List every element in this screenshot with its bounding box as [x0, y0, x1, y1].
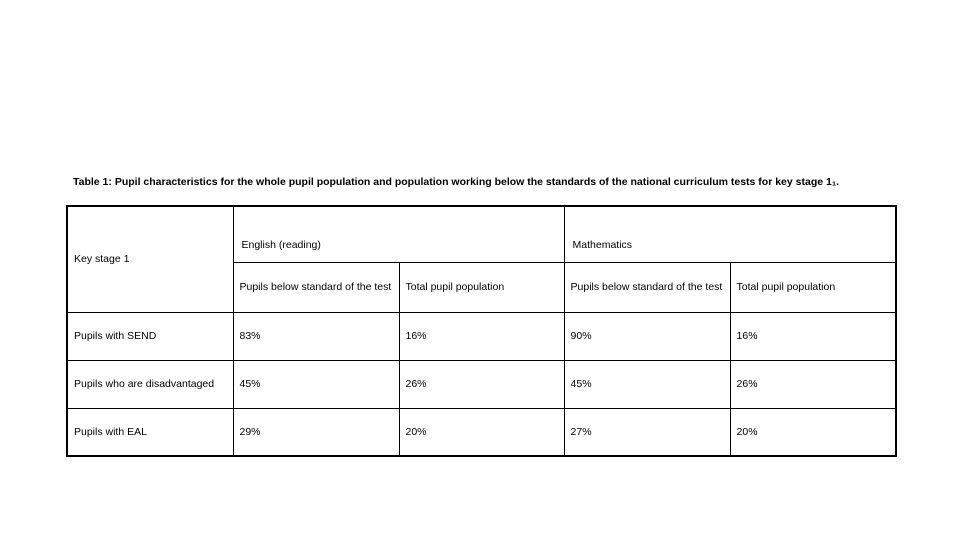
table-cell: 83%	[233, 312, 399, 360]
table-cell: 45%	[233, 360, 399, 408]
subheader-english-total-population: Total pupil population	[399, 262, 564, 312]
table-cell: 26%	[730, 360, 896, 408]
subheader-english-below-standard: Pupils below standard of the test	[233, 262, 399, 312]
table-cell: 29%	[233, 408, 399, 456]
group-header-english: English (reading)	[233, 206, 564, 262]
table-row	[67, 312, 896, 360]
subheader-maths-below-standard: Pupils below standard of the test	[564, 262, 730, 312]
table-cell: 16%	[399, 312, 564, 360]
table-cell: 45%	[564, 360, 730, 408]
group-header-mathematics: Mathematics	[564, 206, 896, 262]
table-row	[67, 408, 896, 456]
table-header-row	[67, 206, 896, 262]
row-label: Pupils who are disadvantaged	[67, 360, 233, 408]
subheader-maths-total-population: Total pupil population	[730, 262, 896, 312]
key-stage-label: Key stage 1	[67, 206, 233, 312]
table-cell: 20%	[399, 408, 564, 456]
table-cell: 90%	[564, 312, 730, 360]
table-caption: Table 1: Pupil characteristics for the whole pupil population and population working below the standards of the national curriculum tests for key stage 1₁.	[73, 176, 840, 188]
row-label: Pupils with SEND	[67, 312, 233, 360]
table-row	[67, 360, 896, 408]
table-cell: 20%	[730, 408, 896, 456]
table-cell: 27%	[564, 408, 730, 456]
pupil-characteristics-table	[66, 205, 897, 457]
table-cell: 16%	[730, 312, 896, 360]
table-cell: 26%	[399, 360, 564, 408]
row-label: Pupils with EAL	[67, 408, 233, 456]
